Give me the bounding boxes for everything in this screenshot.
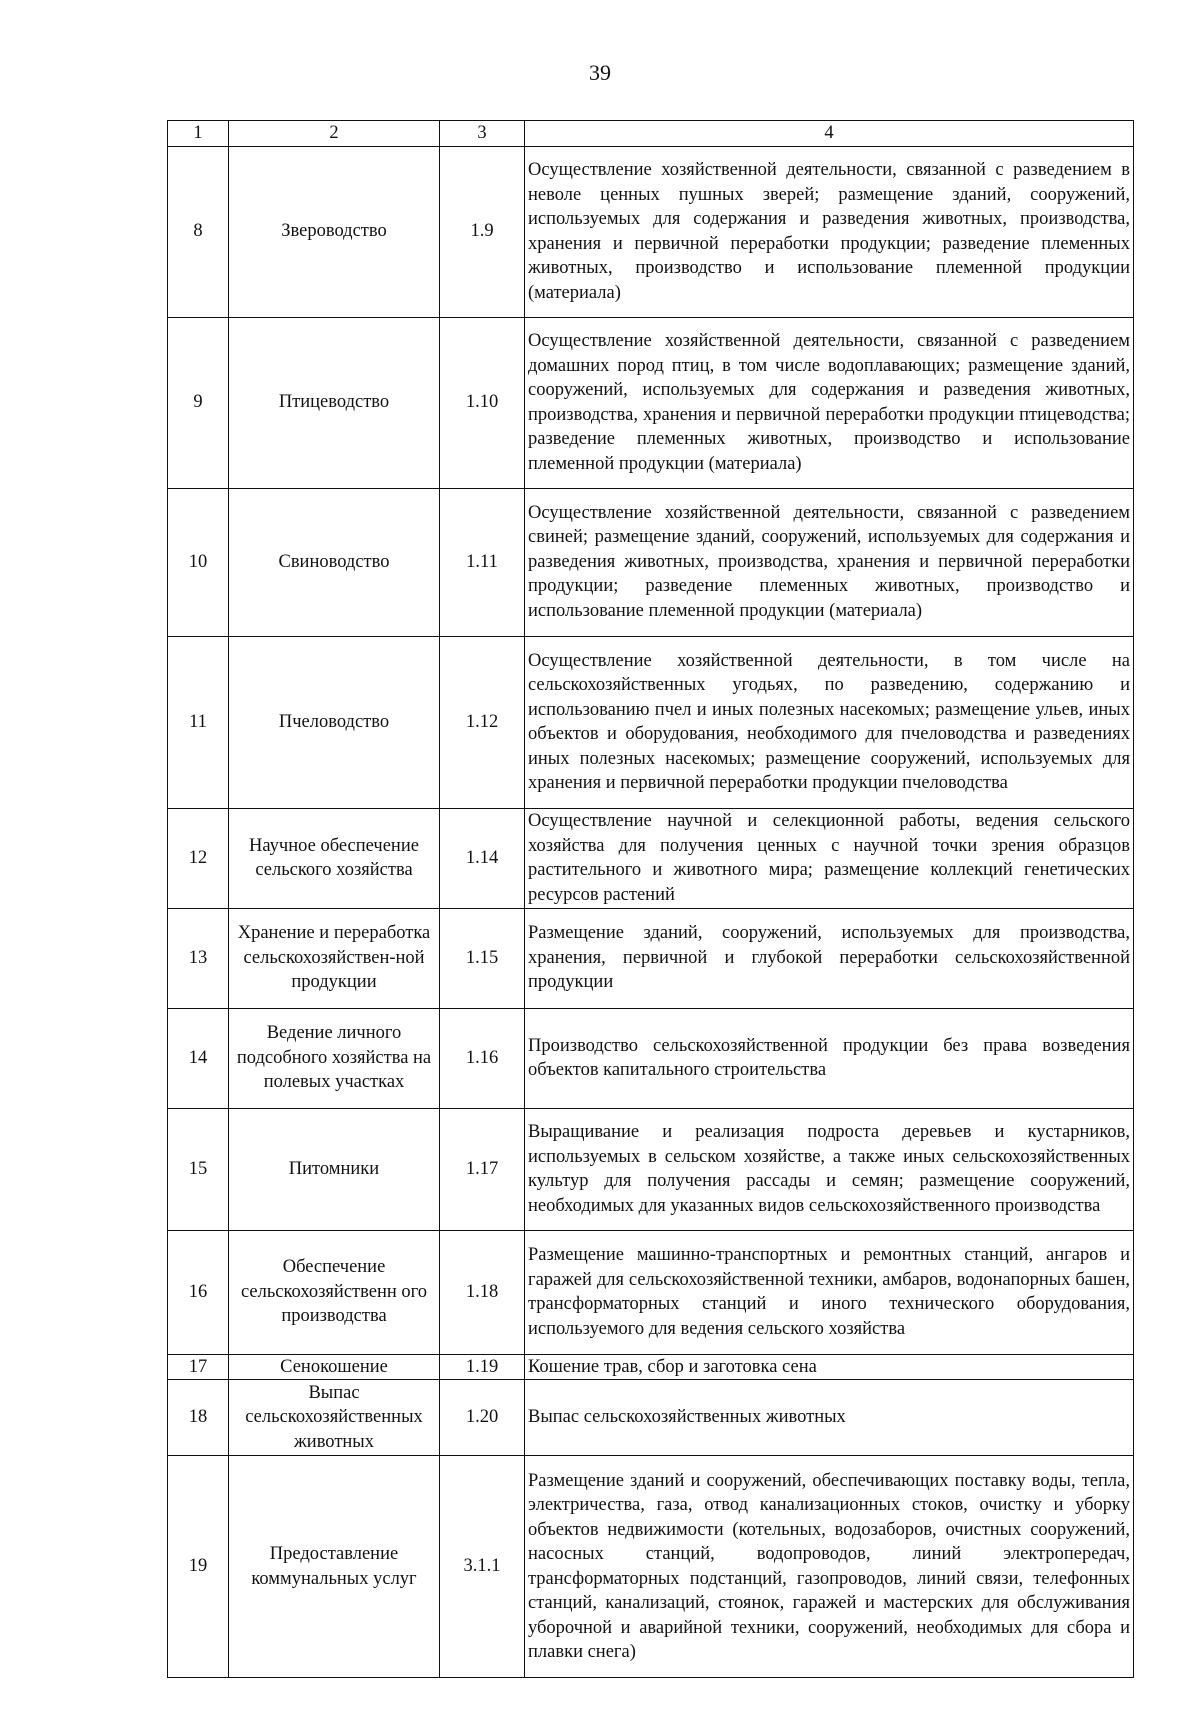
column-number-2: 2 (229, 121, 440, 147)
land-use-name: Сенокошение (229, 1354, 440, 1380)
land-use-code: 1.11 (440, 488, 525, 636)
column-number-1: 1 (168, 121, 229, 147)
row-number: 16 (168, 1230, 229, 1354)
land-use-code: 3.1.1 (440, 1456, 525, 1678)
land-use-description: Осуществление хозяйственной деятельности, связанной с разведением свиней; размещение зданий, сооружений, используемых для содержания и разведения животных, производства, хранения и первичной переработки продукции; разведение племенных животных, производство и использование племенной продукции (материала) (525, 488, 1134, 636)
land-use-description: Размещение зданий и сооружений, обеспечивающих поставку воды, тепла, электричества, газа, отвод канализационных стоков, очистку и уборку объектов недвижимости (котельных, водозаборов, очистных сооружений, насосных станций, водопроводов, линий электропередач, трансформаторных подстанций, газопроводов, линий связи, телефонных станций, канализаций, стоянок, гаражей и мастерских для обслуживания уборочной и аварийной техники, сооружений, необходимых для сбора и плавки снега) (525, 1456, 1134, 1678)
table-row (168, 636, 1134, 808)
land-use-code: 1.12 (440, 636, 525, 808)
table-row (168, 1108, 1134, 1230)
table-row (168, 1230, 1134, 1354)
table-header-row (168, 121, 1134, 147)
land-use-name: Обеспечение сельскохозяйственн ого производства (229, 1230, 440, 1354)
table-row (168, 488, 1134, 636)
land-use-description: Производство сельскохозяйственной продукции без права возведения объектов капитального строительства (525, 1008, 1134, 1108)
land-use-name: Предоставление коммунальных услуг (229, 1456, 440, 1678)
row-number: 11 (168, 636, 229, 808)
page-number: 39 (589, 60, 611, 85)
table-body (168, 121, 1134, 1678)
land-use-name: Пчеловодство (229, 636, 440, 808)
row-number: 18 (168, 1380, 229, 1456)
land-use-code: 1.9 (440, 146, 525, 317)
row-number: 13 (168, 908, 229, 1008)
land-use-name: Звероводство (229, 146, 440, 317)
land-use-name: Птицеводство (229, 317, 440, 488)
land-use-description: Выпас сельскохозяйственных животных (525, 1380, 1134, 1456)
table-row (168, 1380, 1134, 1456)
table-row (168, 1456, 1134, 1678)
land-use-description: Выращивание и реализация подроста деревьев и кустарников, используемых в сельском хозяйстве, а также иных сельскохозяйственных культур для получения рассады и семян; размещение сооружений, необходимых для указанных видов сельскохозяйственного производства (525, 1108, 1134, 1230)
land-use-code: 1.20 (440, 1380, 525, 1456)
land-use-code: 1.10 (440, 317, 525, 488)
land-use-description: Осуществление хозяйственной деятельности, связанной с разведением в неволе ценных пушных зверей; размещение зданий, сооружений, используемых для содержания и разведения животных, производства, хранения и первичной переработки продукции; разведение племенных животных, производство и использование племенной продукции (материала) (525, 146, 1134, 317)
land-use-name: Научное обеспечение сельского хозяйства (229, 808, 440, 908)
row-number: 19 (168, 1456, 229, 1678)
land-use-name: Выпас сельскохозяйственных животных (229, 1380, 440, 1456)
land-use-name: Хранение и переработка сельскохозяйствен-ной продукции (229, 908, 440, 1008)
land-use-code: 1.19 (440, 1354, 525, 1380)
table-row (168, 317, 1134, 488)
land-use-description: Размещение машинно-транспортных и ремонтных станций, ангаров и гаражей для сельскохозяйственной техники, амбаров, водонапорных башен, трансформаторных станций и иного технического оборудования, используемого для ведения сельского хозяйства (525, 1230, 1134, 1354)
land-use-description: Размещение зданий, сооружений, используемых для производства, хранения, первичной и глубокой переработки сельскохозяйственной продукции (525, 908, 1134, 1008)
row-number: 15 (168, 1108, 229, 1230)
column-number-4: 4 (525, 121, 1134, 147)
land-use-code: 1.15 (440, 908, 525, 1008)
land-use-description: Кошение трав, сбор и заготовка сена (525, 1354, 1134, 1380)
column-number-3: 3 (440, 121, 525, 147)
land-use-description: Осуществление хозяйственной деятельности, связанной с разведением домашних пород птиц, в том числе водоплавающих; размещение зданий, сооружений, используемых для содержания и разведения животных, производства, хранения и первичной переработки продукции птицеводства; разведение племенных животных, производство и использование племенной продукции (материала) (525, 317, 1134, 488)
land-use-description: Осуществление научной и селекционной работы, ведения сельского хозяйства для получения ценных с научной точки зрения образцов растительного и животного мира; размещение коллекций генетических ресурсов растений (525, 808, 1134, 908)
row-number: 14 (168, 1008, 229, 1108)
table-row (168, 1008, 1134, 1108)
land-use-code: 1.16 (440, 1008, 525, 1108)
land-use-code: 1.18 (440, 1230, 525, 1354)
row-number: 9 (168, 317, 229, 488)
land-use-description: Осуществление хозяйственной деятельности, в том числе на сельскохозяйственных угодьях, по разведению, содержанию и использованию пчел и иных полезных насекомых; размещение ульев, иных объектов и оборудования, необходимого для пчеловодства и разведениях иных полезных насекомых; размещение сооружений, используемых для хранения и первичной переработки продукции пчеловодства (525, 636, 1134, 808)
land-use-name: Свиноводство (229, 488, 440, 636)
land-use-code: 1.14 (440, 808, 525, 908)
row-number: 12 (168, 808, 229, 908)
table-row (168, 1354, 1134, 1380)
row-number: 17 (168, 1354, 229, 1380)
table-row (168, 808, 1134, 908)
land-use-code: 1.17 (440, 1108, 525, 1230)
land-use-table (167, 120, 1134, 1678)
table-row (168, 908, 1134, 1008)
land-use-name: Ведение личного подсобного хозяйства на полевых участках (229, 1008, 440, 1108)
land-use-name: Питомники (229, 1108, 440, 1230)
row-number: 8 (168, 146, 229, 317)
row-number: 10 (168, 488, 229, 636)
table-row (168, 146, 1134, 317)
